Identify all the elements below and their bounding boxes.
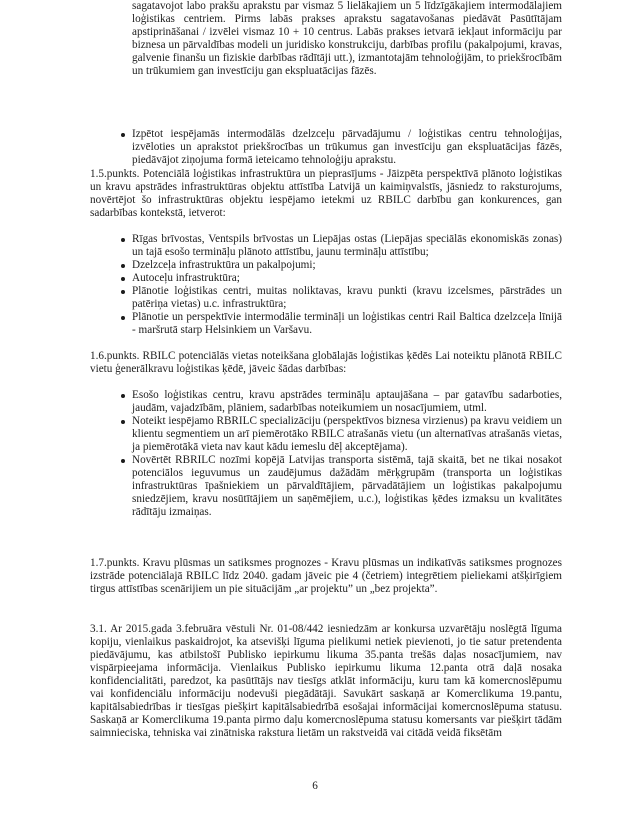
section-1-6-text: 1.6.punkts. RBILC potenciālās vietas noteikšana globālajās loģistikas ķēdēs Lai noteiktu plānotā RBILC vietu ģenerālkravu loģistikas ķēdē, jāveic šādas darbības: xyxy=(90,350,562,376)
section-1-5-text: 1.5.punkts. Potenciālā loģistikas infrastruktūra un pieprasījums - Jāizpēta perspektīvā plānoto loģistikas un kravu apstrādes infrastruktūras objektu attīstība Latvijā un kaimiņvalstīs, jāsniedz to raksturojums, novērtējot šo infrastruktūras objektu iespējamo ietekmi uz RBILC darbību gan konkurences, gan sadarbības kontekstā, ietverot: xyxy=(90,168,562,220)
list-item: Izpētot iespējamās intermodālās dzelzceļu pārvadājumu / loģistikas centru tehnoloģijas, izvēloties un aprakstot priekšrocības un trūkumus gan investīciju gan ekspluatācijas fāzēs, piedāvājot ziņojuma formā ieteicamo tehnoloģiju aprakstu. xyxy=(119,128,562,167)
section-1-5-list xyxy=(119,233,562,337)
list-item: Esošo loģistikas centru, kravu apstrādes termināļu aptaujāšana – par gatavību sadarboties, jaudām, vajadzībām, plāniem, sadarbības noteikumiem un nosacījumiem, utml. xyxy=(119,389,562,415)
continued-bullet-text xyxy=(132,0,562,78)
list-item: Dzelzceļa infrastruktūra un pakalpojumi; xyxy=(119,259,562,272)
section-1-5 xyxy=(90,168,562,220)
section-1-6-list xyxy=(119,389,562,519)
section-1-6 xyxy=(90,350,562,376)
list-item: Autoceļu infrastruktūra; xyxy=(119,272,562,285)
bullet-list-technology xyxy=(119,128,562,167)
section-3-1-text: 3.1. Ar 2015.gada 3.februāra vēstuli Nr. 01-08/442 iesniedzām ar konkursa uzvarētāju noslēgtā līguma kopiju, vienlaikus paskaidrojot, ka atsevišķi līguma pielikumi netiek pievienoti, jo tie satur pretendenta piedāvājumu, kas atbilstošī Publisko iepirkumu likuma 35.panta trešās daļas nosacījumiem, nav vispārpieejama informācija. Vienlaikus Publisko iepirkumu likuma 12.panta otrā daļā nosaka konfidencialitāti, paredzot, ka pasūtītājs nav tiesīgs atklāt informāciju, kuru tam kā komercnoslēpumu vai konfidenciālu informāciju nodevuši piegādātāji. Savukārt saskaņā ar Komerclikuma 19.pantu, kapitālsabiedrības ir tiesīgas piešķirt kapitālsabiedrībā esošajai informācijai komercnoslēpuma statusu. Saskaņā ar Komerclikuma 19.panta pirmo daļu komercnoslēpuma statusu komersants var piešķirt tādām saimnieciska, tehniska vai zinātniska rakstura lietām un rakstveidā vai citādā veidā fiksētām xyxy=(90,623,562,740)
list-item: Noteikt iespējamo RBRILC specializāciju (perspektīvos biznesa virzienus) pa kravu veidiem un klientu segmentiem un arī piemērotāko RBILC atrašanās vietu (un alternatīvas atrašanās vietas, ja piemērotākā vieta nav kaut kādu iemeslu dēļ akceptējama). xyxy=(119,415,562,454)
intro-paragraph: sagatavojot labo prakšu aprakstu par vismaz 5 lielākajiem un 5 līdzīgākajiem intermodālajiem loģistikas centriem. Pirms labās prakses aprakstu sagatavošanas piedāvāt Pasūtītājam apstiprināšanai / izvēlei vismaz 10 + 10 centrus. Labās prakses ietvarā iekļaut informāciju par biznesa un pārvaldības modeli un juridisko konstrukciju, darbības profilu (pakalpojumi, kravas, galvenie finanšu un fiziskie darbības rādītāji utt.), izmantotajām tehnoloģijām, to priekšrocībām un trūkumiem gan investīciju gan ekspluatācijas fāzēs. xyxy=(132,0,562,78)
section-1-7-text: 1.7.punkts. Kravu plūsmas un satiksmes prognozes - Kravu plūsmas un indikatīvās satiksmes prognozes izstrāde potenciālajā RBILC līdz 2040. gadam jāveic pie 4 (četriem) integrētiem pieliekami atšķirīgiem tirgus attīstības scenārijiem un pie situācijām „ar projektu” un „bez projekta”. xyxy=(90,557,562,596)
list-item: Plānotie loģistikas centri, muitas noliktavas, kravu punkti (kravu izcelsmes, pārstrādes un patēriņa vietas) u.c. infrastruktūra; xyxy=(119,285,562,311)
section-3-1 xyxy=(90,623,562,740)
list-item: Plānotie un perspektīvie intermodālie termināļi un loģistikas centri Rail Baltica dzelzceļa līnijā - maršrutā starp Helsinkiem un Varšavu. xyxy=(119,311,562,337)
list-item: Novērtēt RBRILC nozīmi kopējā Latvijas transporta sistēmā, tajā skaitā, bet ne tikai nosakot potenciālos ieguvumus un zaudējumus dažādām mērķgrupām (transporta un loģistikas infrastruktūras īpašniekiem un pārvaldītājiem, pārvadātājiem un loģistikas pakalpojumu sniedzējiem, kravu nosūtītājiem un saņēmējiem, u.c.), loģistikas ķēdes izmaksu un kvalitātes rādītāju izmaiņas. xyxy=(119,454,562,519)
section-1-7 xyxy=(90,557,562,596)
list-item: Rīgas brīvostas, Ventspils brīvostas un Liepājas ostas (Liepājas speciālās ekonomiskās zonas) un tajā esošo termināļu plānoto attīstību, jaunu termināļu attīstību; xyxy=(119,233,562,259)
page-number: 6 xyxy=(312,780,318,792)
